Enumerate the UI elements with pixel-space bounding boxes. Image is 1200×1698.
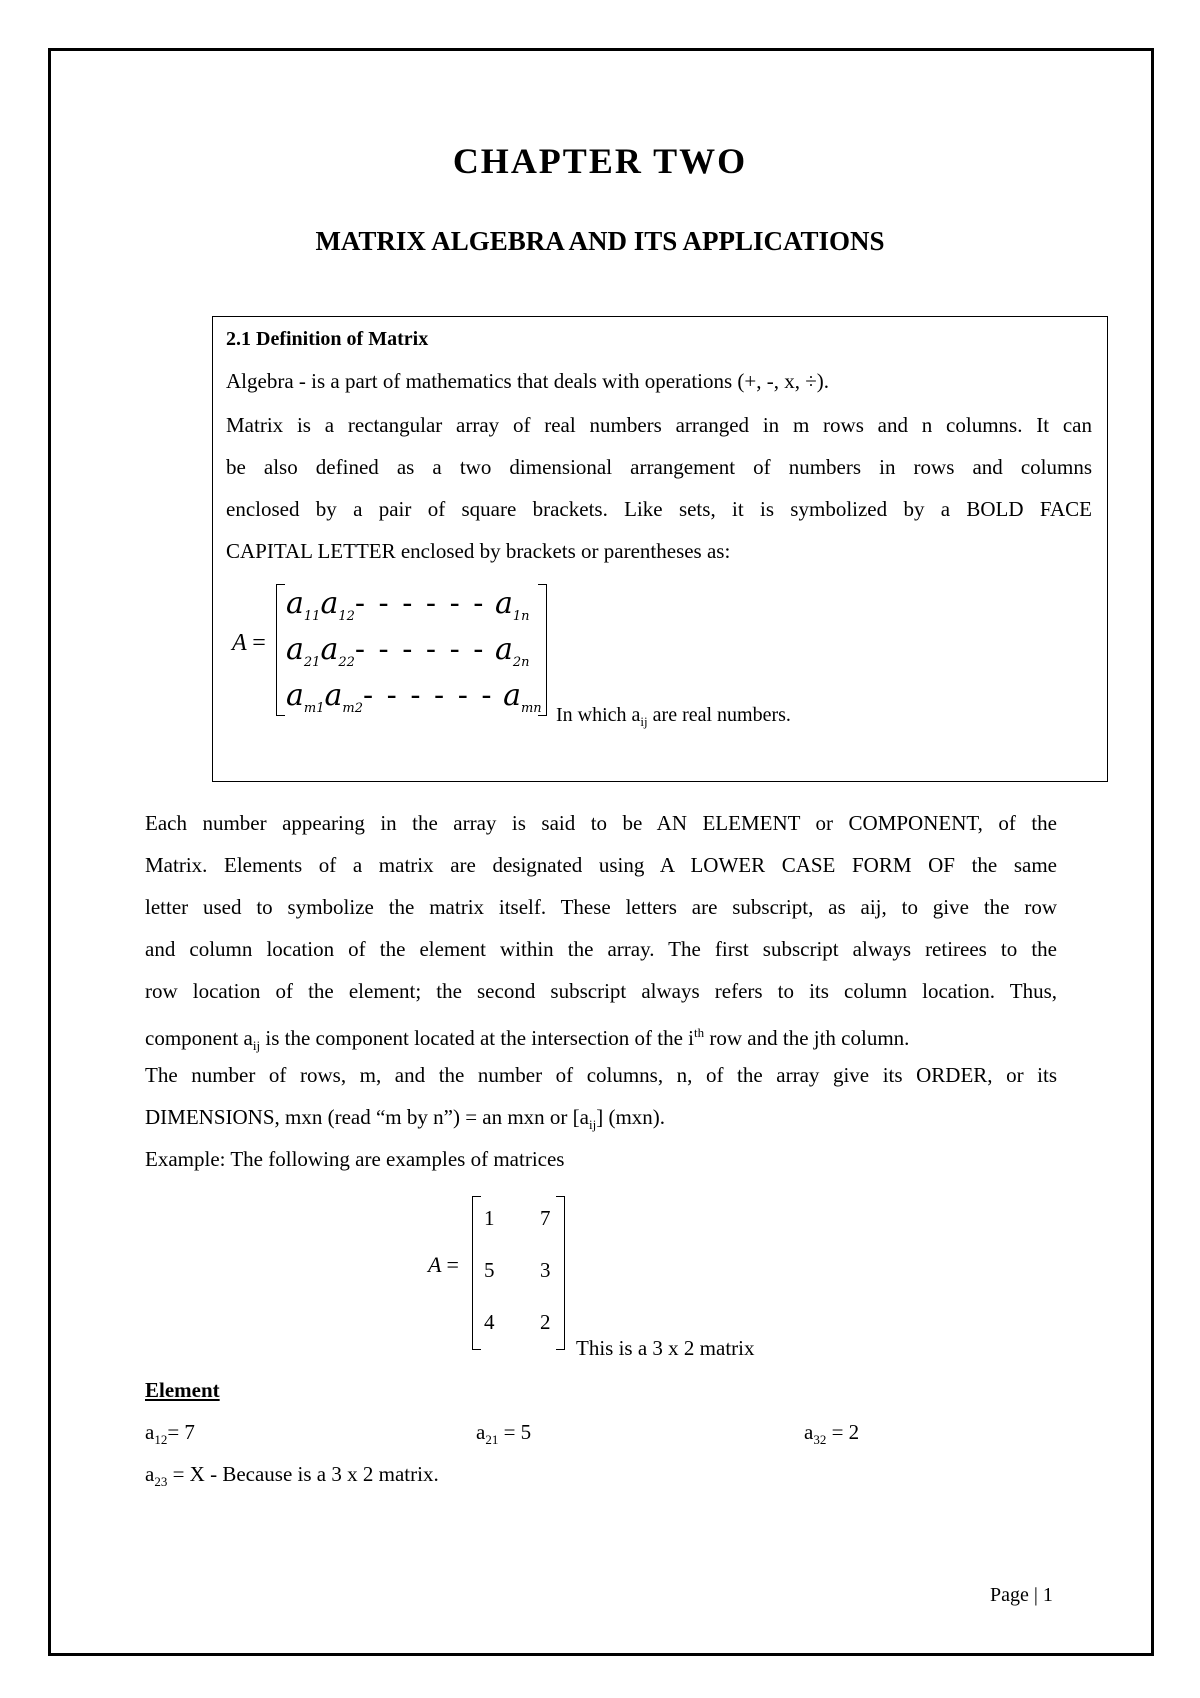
chapter-heading: CHAPTER TWO	[452, 141, 748, 181]
example-equals-sign: =	[446, 1252, 459, 1277]
matrix-symbol: A	[232, 630, 247, 656]
algebra-definition: Algebra - is a part of mathematics that deals with operations (+, -, x, ÷).	[226, 369, 830, 393]
matrix-definition-line-2: be also defined as a two dimensional arrangement of numbers in rows and columns	[226, 455, 1092, 479]
matrix-definition-line-4: CAPITAL LETTER enclosed by brackets or parentheses as:	[226, 539, 731, 563]
element-invalid-note: $a_{23} = X$ - Because is a 3 x 2 matrix.	[145, 1462, 439, 1490]
example-matrix-cell: 7	[540, 1206, 551, 1230]
matrix-note: In which $a_{ij}$ are real numbers.	[556, 704, 791, 729]
left-bracket	[276, 584, 285, 716]
general-matrix-name	[232, 630, 266, 657]
body-line-5: row location of the element; the second subscript always refers to its column location. Thus,	[145, 979, 1057, 1003]
example-right-bracket	[556, 1196, 565, 1350]
example-line: Example: The following are examples of matrices	[145, 1147, 565, 1171]
equals-sign: =	[252, 630, 266, 656]
component-line: component $a_{ij}$ is the component located at the intersection of the $i^{th}$ row and the jth column.	[145, 1025, 910, 1054]
element-item: $a_{21} = 5$	[476, 1420, 532, 1448]
order-line-1: The number of rows, m, and the number of columns, n, of the array give its ORDER, or its	[145, 1063, 1057, 1087]
general-matrix-row-2: $a_{21}a_{22}-$ - - - - - $a_{2n}$	[286, 632, 530, 670]
example-matrix-cell: 2	[540, 1310, 551, 1334]
example-matrix-name	[428, 1252, 459, 1278]
element-item: $a_{32} = 2$	[804, 1420, 860, 1448]
example-matrix-cell: 4	[484, 1310, 495, 1334]
example-caption: This is a 3 x 2 matrix	[576, 1336, 755, 1360]
body-line-1: Each number appearing in the array is said to be AN ELEMENT or COMPONENT, of the	[145, 811, 1057, 835]
general-matrix-row-3: $a_{m1}a_{m2}-$ - - - - - $a_{mn}$	[286, 678, 542, 716]
body-line-4: and column location of the element within the array. The first subscript always retirees to the	[145, 937, 1057, 961]
general-matrix-row-1: $a_{11}a_{12}-$ - - - - - $a_{1n}$	[286, 586, 530, 624]
example-matrix-cell: 1	[484, 1206, 495, 1230]
body-line-3: letter used to symbolize the matrix itself. These letters are subscript, as aij, to give the row	[145, 895, 1057, 919]
chapter-title: MATRIX ALGEBRA AND ITS APPLICATIONS	[315, 226, 885, 256]
example-matrix-cell: 5	[484, 1258, 495, 1282]
element-heading: Element	[145, 1378, 220, 1402]
example-matrix-symbol: A	[428, 1252, 442, 1277]
element-item: $a_{12}= 7$	[145, 1420, 195, 1448]
page-number: Page | 1	[990, 1584, 1053, 1606]
example-matrix-cell: 3	[540, 1258, 551, 1282]
example-left-bracket	[472, 1196, 481, 1350]
body-line-2: Matrix. Elements of a matrix are designated using A LOWER CASE FORM OF the same	[145, 853, 1057, 877]
section-title: 2.1 Definition of Matrix	[226, 328, 429, 350]
matrix-definition-line-3: enclosed by a pair of square brackets. Like sets, it is symbolized by a BOLD FACE	[226, 497, 1092, 521]
order-line-2: DIMENSIONS, mxn (read “m by n”) = an mxn or $[a_{ij}]$ (mxn).	[145, 1105, 666, 1133]
matrix-definition-line-1: Matrix is a rectangular array of real numbers arranged in m rows and n columns. It can	[226, 413, 1092, 437]
